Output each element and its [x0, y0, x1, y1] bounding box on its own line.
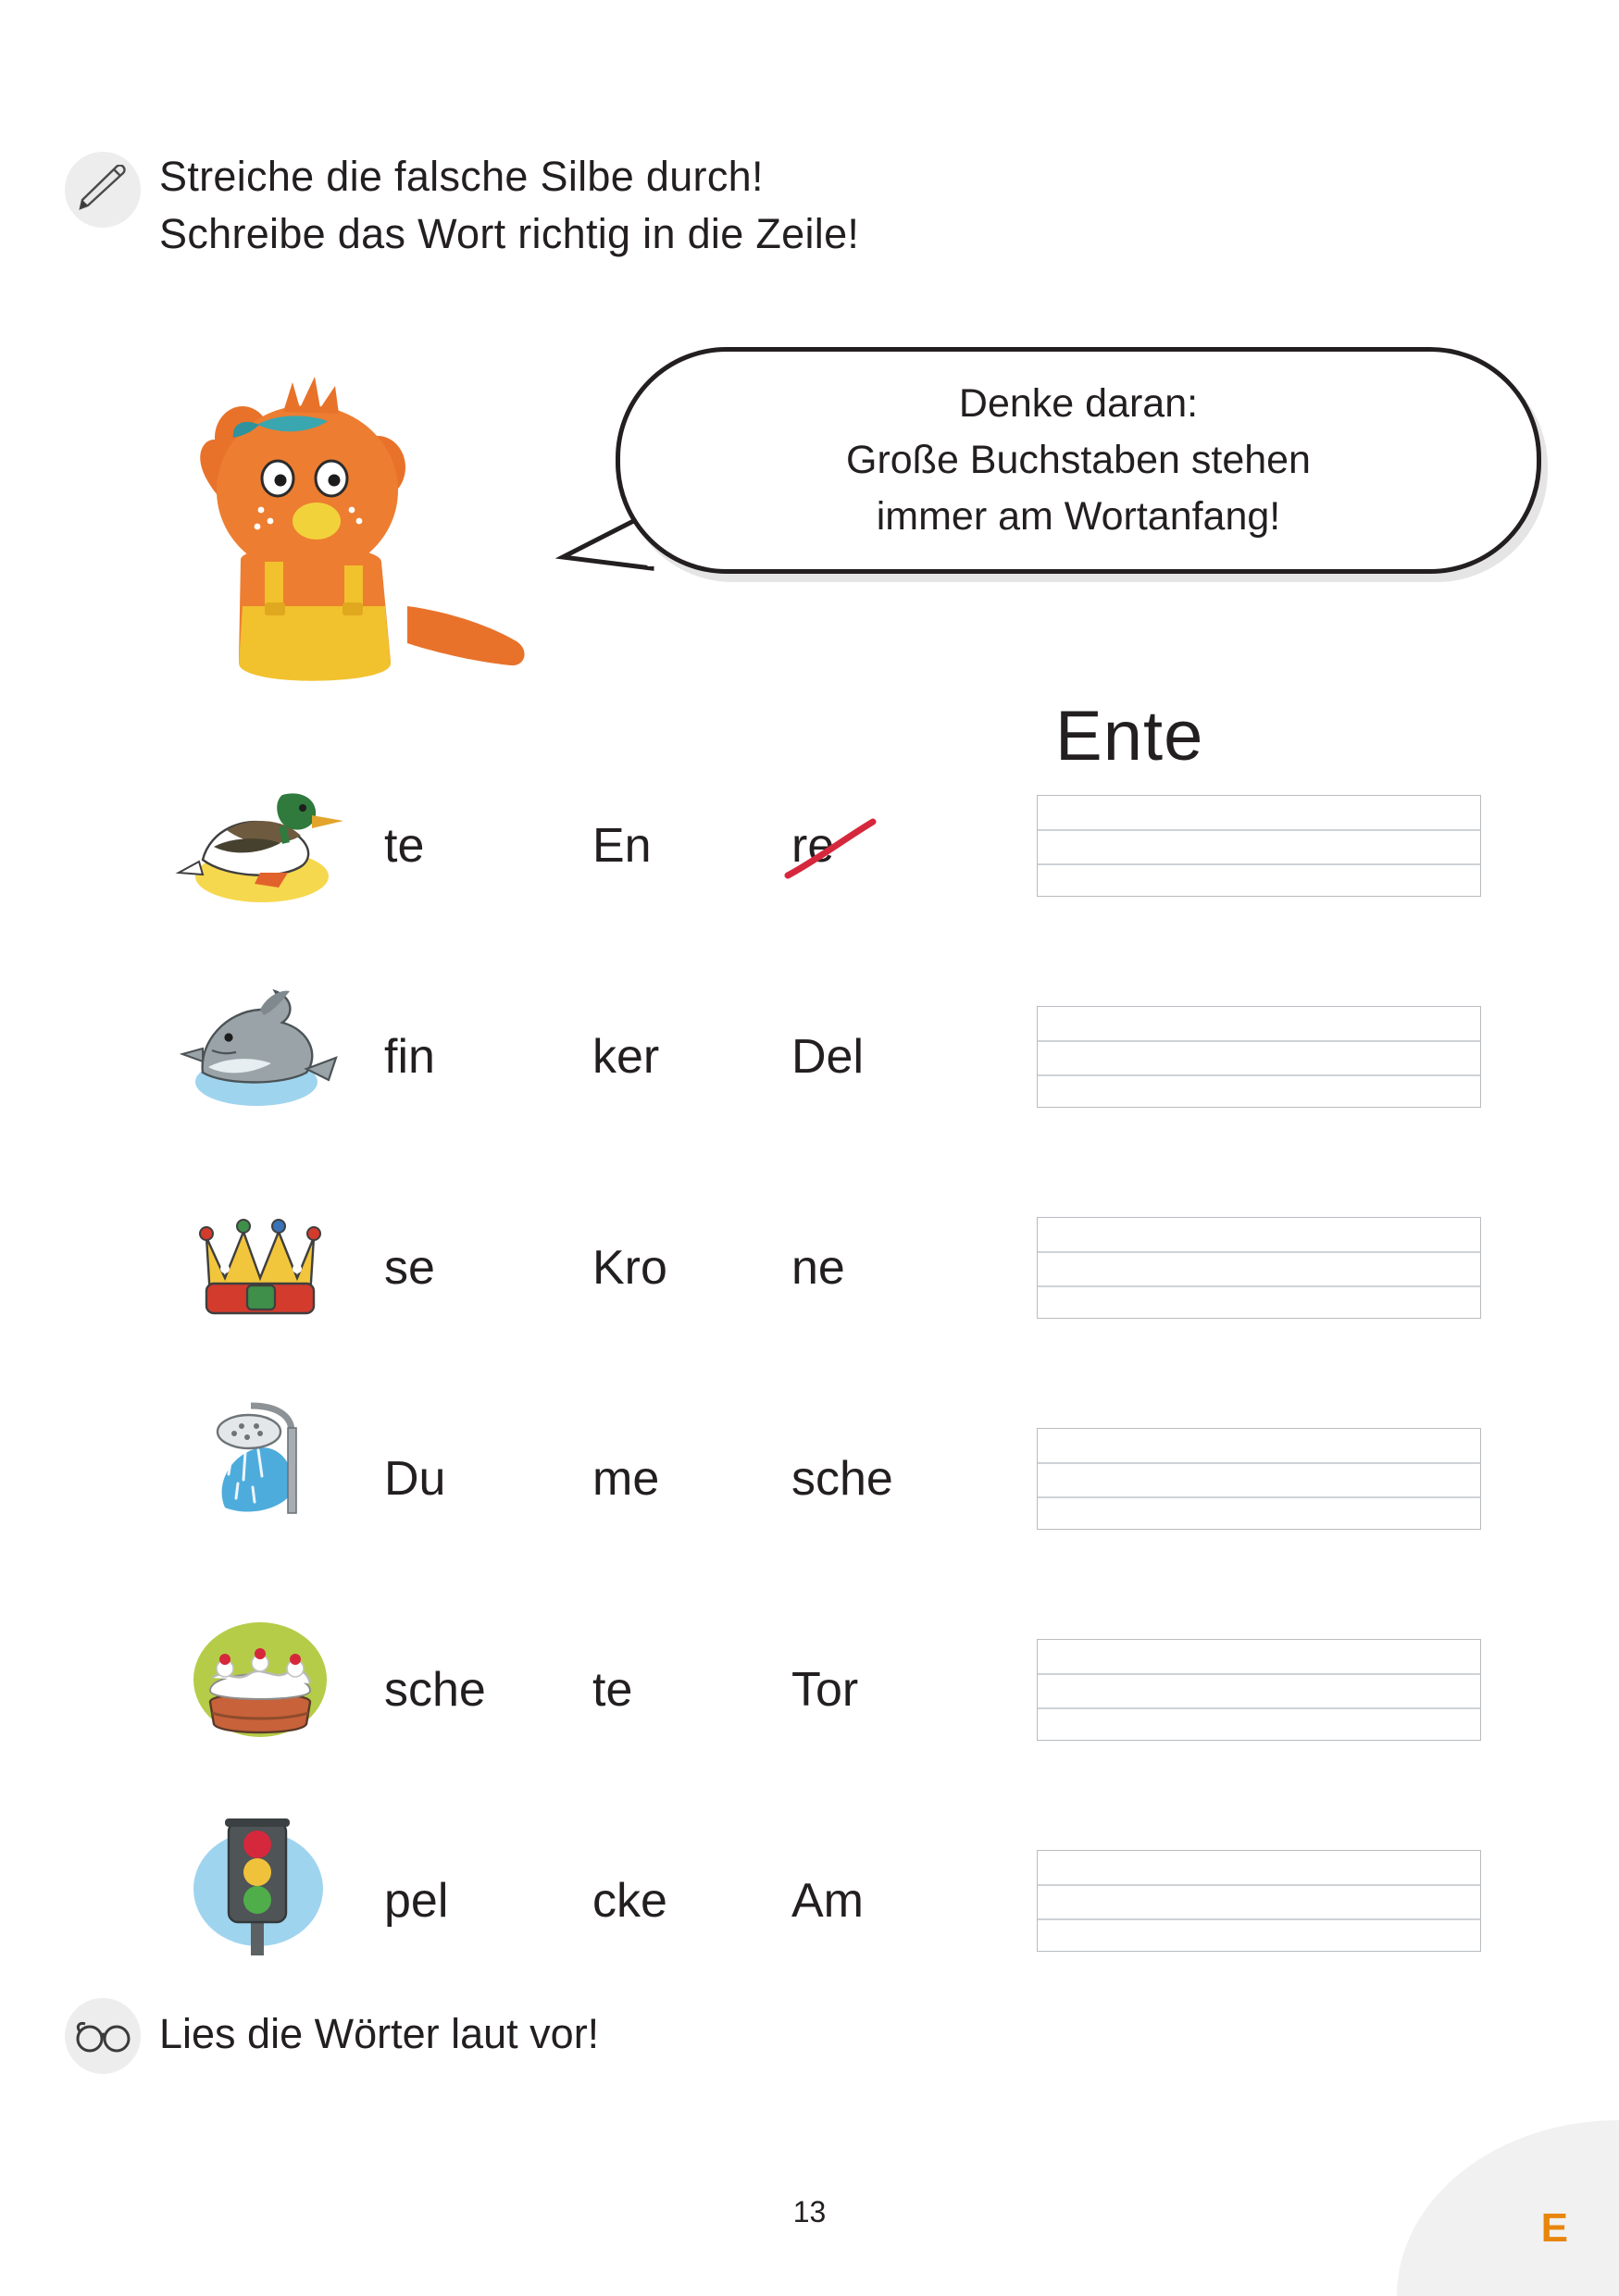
- corner-letter: E: [1540, 2205, 1568, 2251]
- traffic-light-icon: [171, 1813, 384, 1989]
- exercise-list: [0, 697, 1619, 2006]
- read-aloud-text: Lies die Wörter laut vor!: [159, 2010, 600, 2057]
- read-aloud-block: [65, 1994, 599, 2074]
- shower-icon: [171, 1391, 384, 1567]
- handwritten-answer: Ente: [1055, 697, 1204, 776]
- syllable-2[interactable]: Kro: [592, 1241, 667, 1295]
- instruction-line-2: Schreibe das Wort richtig in die Zeile!: [159, 210, 860, 258]
- exercise-row: [0, 951, 1619, 1162]
- glasses-icon: [65, 1998, 141, 2074]
- syllable-3[interactable]: sche: [791, 1452, 893, 1506]
- pencil-icon: [65, 152, 141, 228]
- speech-bubble: [616, 347, 1541, 574]
- syllable-1[interactable]: te: [384, 819, 425, 873]
- syllable-3[interactable]: ne: [791, 1241, 845, 1295]
- orange-bear-mascot: [102, 329, 583, 717]
- syllable-1[interactable]: fin: [384, 1030, 435, 1084]
- writing-lines[interactable]: [1037, 1006, 1481, 1108]
- mascot-and-bubble: [102, 329, 1472, 717]
- bubble-line-2: Große Buchstaben stehen: [846, 437, 1311, 482]
- crown-icon: [171, 1180, 384, 1356]
- instruction-text: [159, 148, 859, 263]
- instruction-line-1: Streiche die falsche Silbe durch!: [159, 153, 764, 200]
- instruction-block: [65, 148, 859, 263]
- writing-lines[interactable]: [1037, 1428, 1481, 1530]
- writing-lines[interactable]: [1037, 1639, 1481, 1741]
- corner-tab: [1397, 2120, 1619, 2296]
- writing-lines[interactable]: [1037, 1217, 1481, 1319]
- duck-icon: [171, 758, 384, 934]
- syllable-1[interactable]: se: [384, 1241, 435, 1295]
- exercise-row: [0, 1584, 1619, 1795]
- exercise-row: [0, 1162, 1619, 1373]
- writing-lines[interactable]: [1037, 1850, 1481, 1952]
- exercise-row: [0, 1795, 1619, 2006]
- syllable-2[interactable]: me: [592, 1452, 660, 1506]
- syllable-2[interactable]: En: [592, 819, 652, 873]
- syllable-2[interactable]: ker: [592, 1030, 660, 1084]
- syllable-2[interactable]: te: [592, 1663, 633, 1717]
- page-number: 13: [792, 2195, 827, 2228]
- exercise-row: [0, 697, 1619, 951]
- cake-icon: [171, 1602, 384, 1778]
- syllable-3[interactable]: Am: [791, 1874, 864, 1928]
- syllable-1[interactable]: pel: [384, 1874, 449, 1928]
- syllable-2[interactable]: cke: [592, 1874, 667, 1928]
- syllable-1[interactable]: Du: [384, 1452, 446, 1506]
- bubble-line-1: Denke daran:: [958, 380, 1199, 426]
- syllable-3[interactable]: Del: [791, 1030, 865, 1084]
- bubble-line-3: immer am Wortanfang!: [876, 494, 1281, 540]
- syllable-1[interactable]: sche: [384, 1663, 486, 1717]
- writing-lines[interactable]: [1037, 795, 1481, 897]
- exercise-row: [0, 1373, 1619, 1584]
- syllable-3[interactable]: re: [791, 818, 977, 874]
- dolphin-icon: [171, 969, 384, 1145]
- syllable-3[interactable]: Tor: [791, 1663, 859, 1717]
